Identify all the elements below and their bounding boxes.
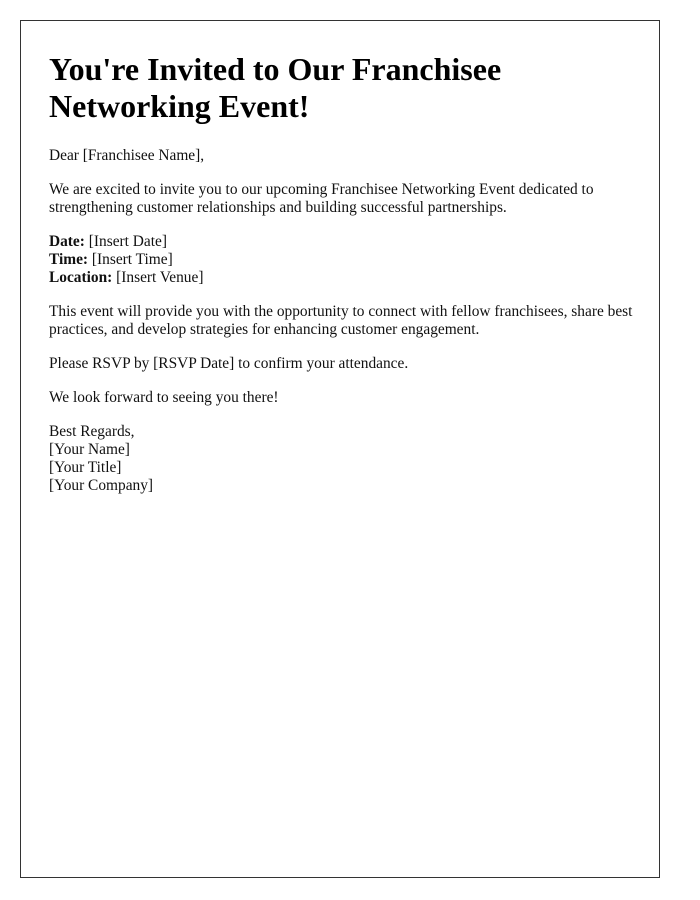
time-label: Time:	[49, 251, 89, 268]
signature-block	[49, 423, 639, 495]
time-line	[49, 251, 639, 269]
sender-company: [Your Company]	[49, 477, 154, 494]
regards-line: Best Regards,	[49, 423, 135, 440]
intro-paragraph: We are excited to invite you to our upcoming Franchisee Networking Event dedicated to strengthening customer relationships and building successful partnerships.	[49, 181, 594, 216]
location-label: Location:	[49, 269, 113, 286]
letter-page	[20, 20, 660, 878]
letter-title: You're Invited to Our Franchisee Networking Event!	[49, 51, 502, 124]
event-details	[49, 233, 639, 287]
rsvp-paragraph: Please RSVP by [RSVP Date] to confirm your attendance.	[49, 355, 409, 372]
sender-title: [Your Title]	[49, 459, 122, 476]
date-line	[49, 233, 639, 251]
closing-paragraph: We look forward to seeing you there!	[49, 389, 279, 406]
date-value: [Insert Date]	[88, 233, 167, 250]
time-value: [Insert Time]	[91, 251, 173, 268]
location-value: [Insert Venue]	[116, 269, 204, 286]
date-label: Date:	[49, 233, 85, 250]
greeting: Dear [Franchisee Name],	[49, 147, 205, 164]
body-paragraph: This event will provide you with the opportunity to connect with fellow franchisees, share best practices, and develop strategies for enhancing customer engagement.	[49, 303, 633, 338]
location-line	[49, 269, 639, 287]
letter-content	[49, 51, 639, 495]
sender-name: [Your Name]	[49, 441, 130, 458]
